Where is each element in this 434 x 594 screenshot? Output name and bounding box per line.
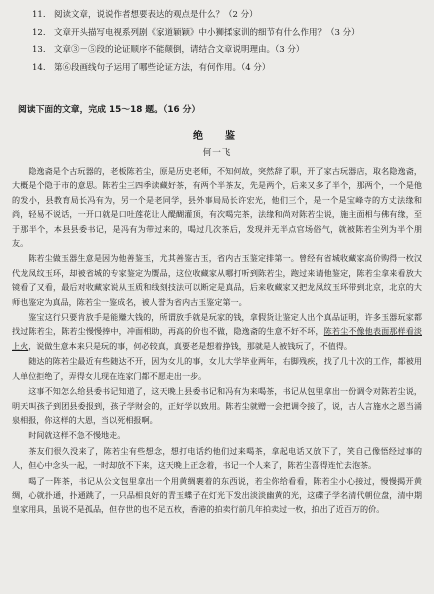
article-body <box>12 164 422 517</box>
paragraph-text: 鉴宝这行只要肯放手是能赚大钱的，所谓放手就是玩家的钱，拿假货让鉴定人出个真品证明，许多玉器玩家都找过陈若尘，陈若尘慢慢捧中，冲面相助，再高的价也不做，隐逸斋的生意不好不坏， <box>12 312 422 337</box>
question-13: 13. 文章③－⑤段的论证顺序不能颠倒，请结合文章说明理由。（3 分） <box>32 45 305 55</box>
article-paragraph: 隐逸斋是个古玩器的，老板陈若尘，原是历史老师，不知何故，突然辞了职，开了家古玩器店，取名隐逸斋，大概是个隐于市的意思。陈若尘三四季读藏好茶，有两个半茶友，先是两个，后来又多了半个，那两个，一个是他的发小，县教育局长冯有为，另一个是老同学，县外事局局长许宏光，他们三个，是一个是宝峰寺的方丈法缘和尚，轻易不说话，一开口就是口吐莲花让人醍醐灌顶，有次喝完茶，法缘和尚对陈若尘说，施主面相与佛有缘，至于那半个，本县县委书记，是冯有为带过来的，喝过几次茶后，发现并无半点官场俗气，就被陈若尘列为半个朋友。 <box>12 166 422 249</box>
question-11: 11. 阅读文章，说说作者想要表达的观点是什么？（2 分） <box>32 10 258 20</box>
paragraph-text-tail: ，说做生意本来只是玩的事，何必较真，真要老是想着挣钱，那就是人被钱玩了，不值得。 <box>28 340 352 351</box>
article-paragraph: 喝了一阵茶，书记从公文包里拿出一个用黄绸裹着的东西说，若尘你给看看，陈若尘小心接过，慢慢揭开黄绸，心就扑通，扑通跳了，一只品相良好的青玉蝶子在灯光下发出淡淡幽黄的光，这碟子学名清代朝位盘，清中期皇家用具，虽说不是孤品，但存世的也不足五枚，香港的拍卖行前几年拍卖过一枚，拍出了近百万的价。 <box>12 475 422 515</box>
article-paragraph <box>12 310 422 353</box>
article-paragraph: 这事不知怎么给县委书记知道了，这天晚上县委书记和冯有为来喝茶，书记从包里拿出一份调令对陈若尘说，明天叫孩子到团县委报到，孩子学财会的，正好学以致用。陈若尘就赠一会把调令接了，说，古人言施水之恩当涌泉相报，你这样的大恩，当以死相报啊。 <box>12 386 422 425</box>
reading-instruction: 阅读下面的文章，完成 15～18 题。（16 分） <box>18 105 201 115</box>
article-paragraph: 随达的陈若尘最近有些随达不开，因为女儿的事，女儿大学毕业两年，右脚残疾，找了几十次的工作，都被用人单位拒绝了，弄得女儿现在连家门都不愿走出一步。 <box>12 356 422 381</box>
article-paragraph: 茶友们很久没来了，陈若尘有些想念，想打电话约他们过来喝茶，拿起电话又放下了，笑自己像悟经过事的人，但心中念头一起，一时却放不下来，这天晚上正念着，书记一个人来了，陈若尘喜得连忙去泡茶。 <box>12 445 422 471</box>
article-paragraph: 时间就这样不急不慢地走。 <box>28 430 126 441</box>
question-12: 12. 文章开头描写电视系列剧《家道颖颖》中小狮揉家训的细节有什么作用？（3 分） <box>32 27 360 38</box>
article-title: 绝 鉴 <box>193 131 241 142</box>
article-paragraph: 陈若尘做玉器生意是因为他善鉴玉，尤其善鉴古玉，省内古玉鉴定排第一。曾经有省城收藏家高价购得一枚汉代龙凤纹玉环，却被省城的专家鉴定为赝品，这位收藏家从哪打听到陈若尘，跑过来请他鉴定，陈若尘拿来看放大镜看了又看，最后对收藏家说从玉质和线刻技法可以断定是真品，后来收藏家又把龙凤纹玉环带到北京，北京的大师也鉴定为真品，陈若尘一鉴成名，被人誉为省内古玉鉴定第一。 <box>12 253 422 307</box>
article-author: 何一飞 <box>202 148 232 158</box>
question-14: 14. 第⑥段画线句子运用了哪些论证方法，有何作用。（4 分） <box>32 62 271 73</box>
underlined-sentence: 陈若尘不像他表面那样看淡上火 <box>12 326 422 351</box>
question-list <box>12 8 422 75</box>
